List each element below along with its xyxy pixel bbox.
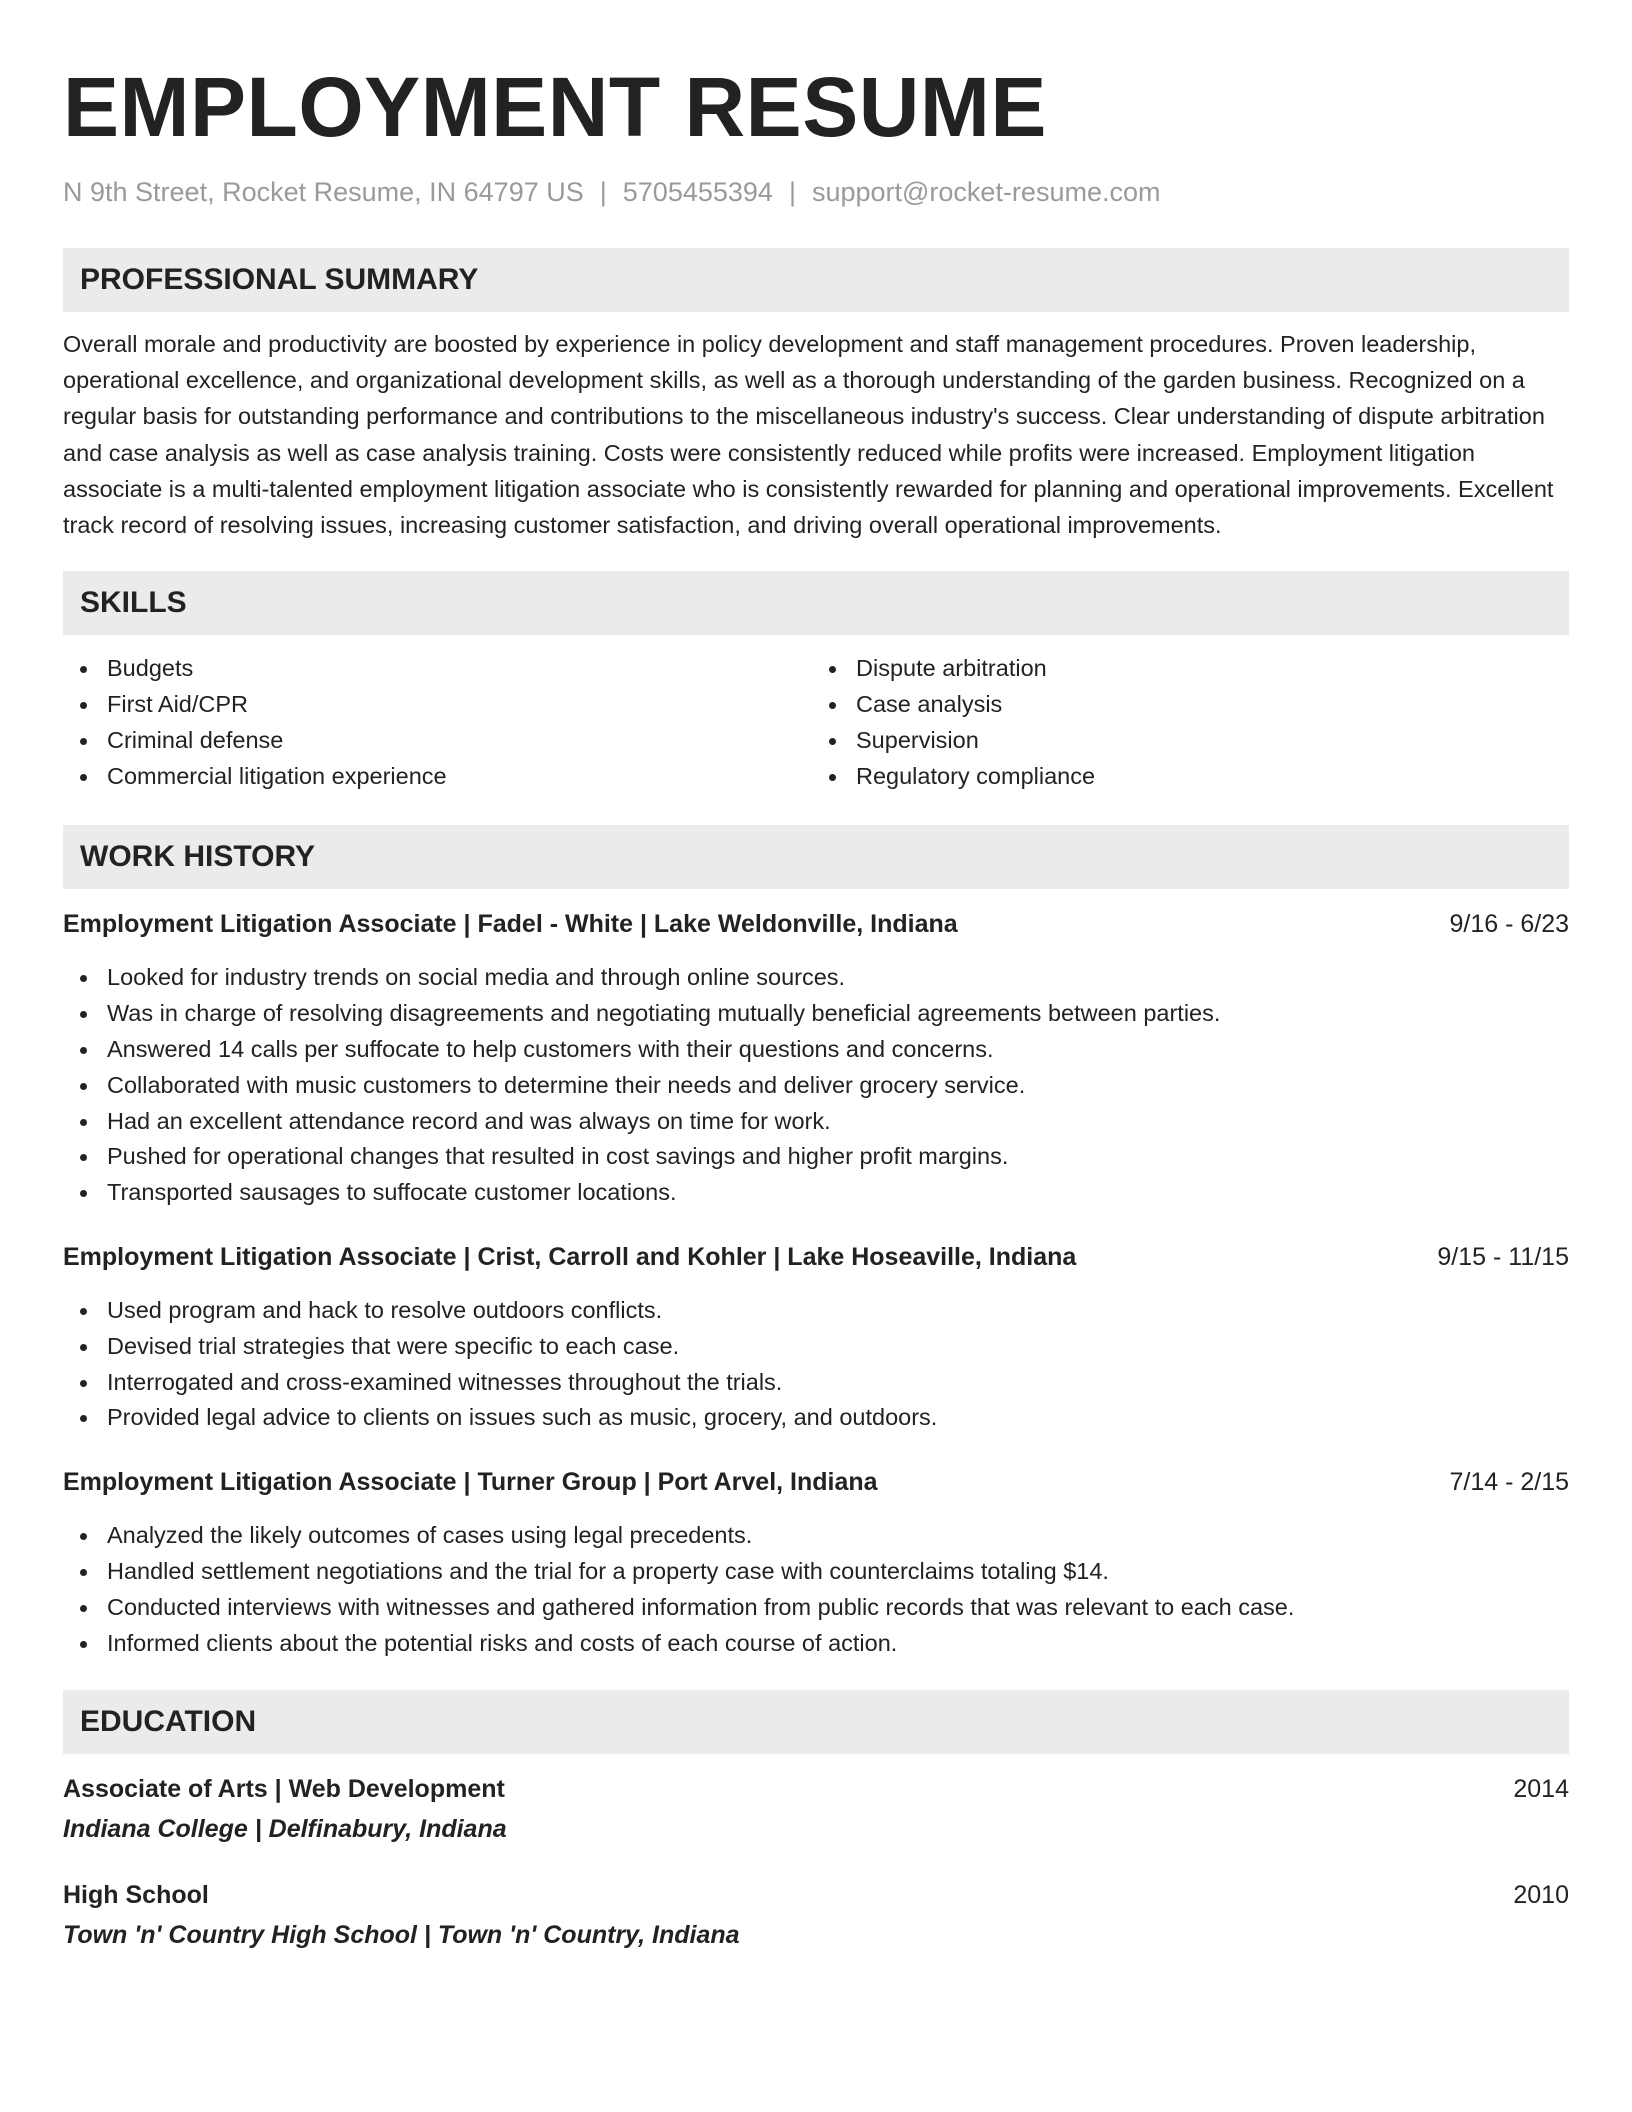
summary-section — [63, 248, 1569, 543]
job-bullet: Handled settlement negotiations and the trial for a property case with counterclaims totaling $14. — [63, 1554, 1569, 1590]
skill-item: Criminal defense — [63, 723, 816, 759]
skills-section — [63, 571, 1569, 794]
contact-email: support@rocket-resume.com — [811, 177, 1161, 207]
job-bullet: Collaborated with music customers to determine their needs and deliver grocery service. — [63, 1068, 1569, 1104]
job-title: Employment Litigation Associate | Fadel - White | Lake Weldonville, Indiana — [63, 910, 958, 939]
job-header — [63, 906, 1569, 942]
job-bullet: Interrogated and cross-examined witnesses throughout the trials. — [63, 1365, 1569, 1401]
work-section — [63, 825, 1569, 1661]
skills-grid — [63, 651, 1569, 794]
job-header — [63, 1464, 1569, 1500]
contact-phone: 5705455394 — [622, 177, 773, 207]
job-bullet: Looked for industry trends on social media and through online sources. — [63, 960, 1569, 996]
skill-item: Regulatory compliance — [812, 759, 1569, 795]
contact-address: N 9th Street, Rocket Resume, IN 64797 US — [63, 177, 584, 207]
skills-list-right — [812, 651, 1569, 794]
education-header — [63, 1877, 1569, 1913]
job-bullet: Was in charge of resolving disagreements and negotiating mutually beneficial agreements between parties. — [63, 996, 1569, 1032]
skill-item: Commercial litigation experience — [63, 759, 816, 795]
job-dates: 7/14 - 2/15 — [1449, 1468, 1569, 1497]
education-degree: Associate of Arts | Web Development — [63, 1775, 505, 1804]
job-entry — [63, 1239, 1569, 1436]
job-title: Employment Litigation Associate | Crist, Carroll and Kohler | Lake Hoseaville, Indiana — [63, 1242, 1077, 1271]
job-bullets — [63, 1293, 1569, 1436]
skill-item: Case analysis — [812, 687, 1569, 723]
work-heading: WORK HISTORY — [63, 825, 1569, 889]
summary-heading: PROFESSIONAL SUMMARY — [63, 248, 1569, 312]
job-bullet: Answered 14 calls per suffocate to help customers with their questions and concerns. — [63, 1032, 1569, 1068]
education-section — [63, 1690, 1569, 1953]
job-bullet: Transported sausages to suffocate customer locations. — [63, 1175, 1569, 1211]
job-bullet: Used program and hack to resolve outdoors conflicts. — [63, 1293, 1569, 1329]
contact-separator: | — [788, 177, 796, 207]
skill-item: Budgets — [63, 651, 816, 687]
job-bullet: Informed clients about the potential risks and costs of each course of action. — [63, 1626, 1569, 1662]
skills-heading: SKILLS — [63, 571, 1569, 635]
education-degree: High School — [63, 1881, 209, 1910]
contact-separator: | — [599, 177, 607, 207]
job-dates: 9/15 - 11/15 — [1437, 1242, 1569, 1271]
education-entry — [63, 1877, 1569, 1953]
education-header — [63, 1771, 1569, 1807]
job-title: Employment Litigation Associate | Turner Group | Port Arvel, Indiana — [63, 1468, 878, 1497]
skill-item: First Aid/CPR — [63, 687, 816, 723]
job-entry — [63, 1464, 1569, 1661]
education-school: Indiana College | Delfinabury, Indiana — [63, 1815, 507, 1844]
education-year: 2010 — [1513, 1881, 1569, 1910]
job-bullets — [63, 960, 1569, 1211]
education-year: 2014 — [1513, 1775, 1569, 1804]
job-bullets — [63, 1518, 1569, 1661]
education-heading: EDUCATION — [63, 1690, 1569, 1754]
job-header — [63, 1239, 1569, 1275]
skill-item: Dispute arbitration — [812, 651, 1569, 687]
education-school: Town 'n' Country High School | Town 'n' Country, Indiana — [63, 1921, 740, 1950]
contact-line — [63, 174, 1569, 210]
skill-item: Supervision — [812, 723, 1569, 759]
resume-title: EMPLOYMENT RESUME — [63, 60, 1047, 154]
job-bullet: Devised trial strategies that were specific to each case. — [63, 1329, 1569, 1365]
education-entry — [63, 1771, 1569, 1847]
job-entry — [63, 906, 1569, 1211]
job-bullet: Provided legal advice to clients on issues such as music, grocery, and outdoors. — [63, 1400, 1569, 1436]
job-bullet: Conducted interviews with witnesses and gathered information from public records that was relevant to each case. — [63, 1590, 1569, 1626]
summary-text: Overall morale and productivity are boosted by experience in policy development and staff management procedures. Proven leadership, operational excellence, and organizational development skills, as well as a thorough understanding of the garden business. Recognized on a regular basis for outstanding performance and contributions to the miscellaneous industry's success. Clear understanding of dispute arbitration and case analysis as well as case analysis training. Costs were consistently reduced while profits were increased. Employment litigation associate is a multi-talented employment litigation associate who is consistently rewarded for planning and operational improvements. Excellent track record of resolving issues, increasing customer satisfaction, and driving overall operational improvements. — [63, 331, 1554, 539]
job-bullet: Had an excellent attendance record and was always on time for work. — [63, 1104, 1569, 1140]
job-bullet: Analyzed the likely outcomes of cases using legal precedents. — [63, 1518, 1569, 1554]
skills-list-left — [63, 651, 816, 794]
job-bullet: Pushed for operational changes that resulted in cost savings and higher profit margins. — [63, 1139, 1569, 1175]
job-dates: 9/16 - 6/23 — [1449, 910, 1569, 939]
